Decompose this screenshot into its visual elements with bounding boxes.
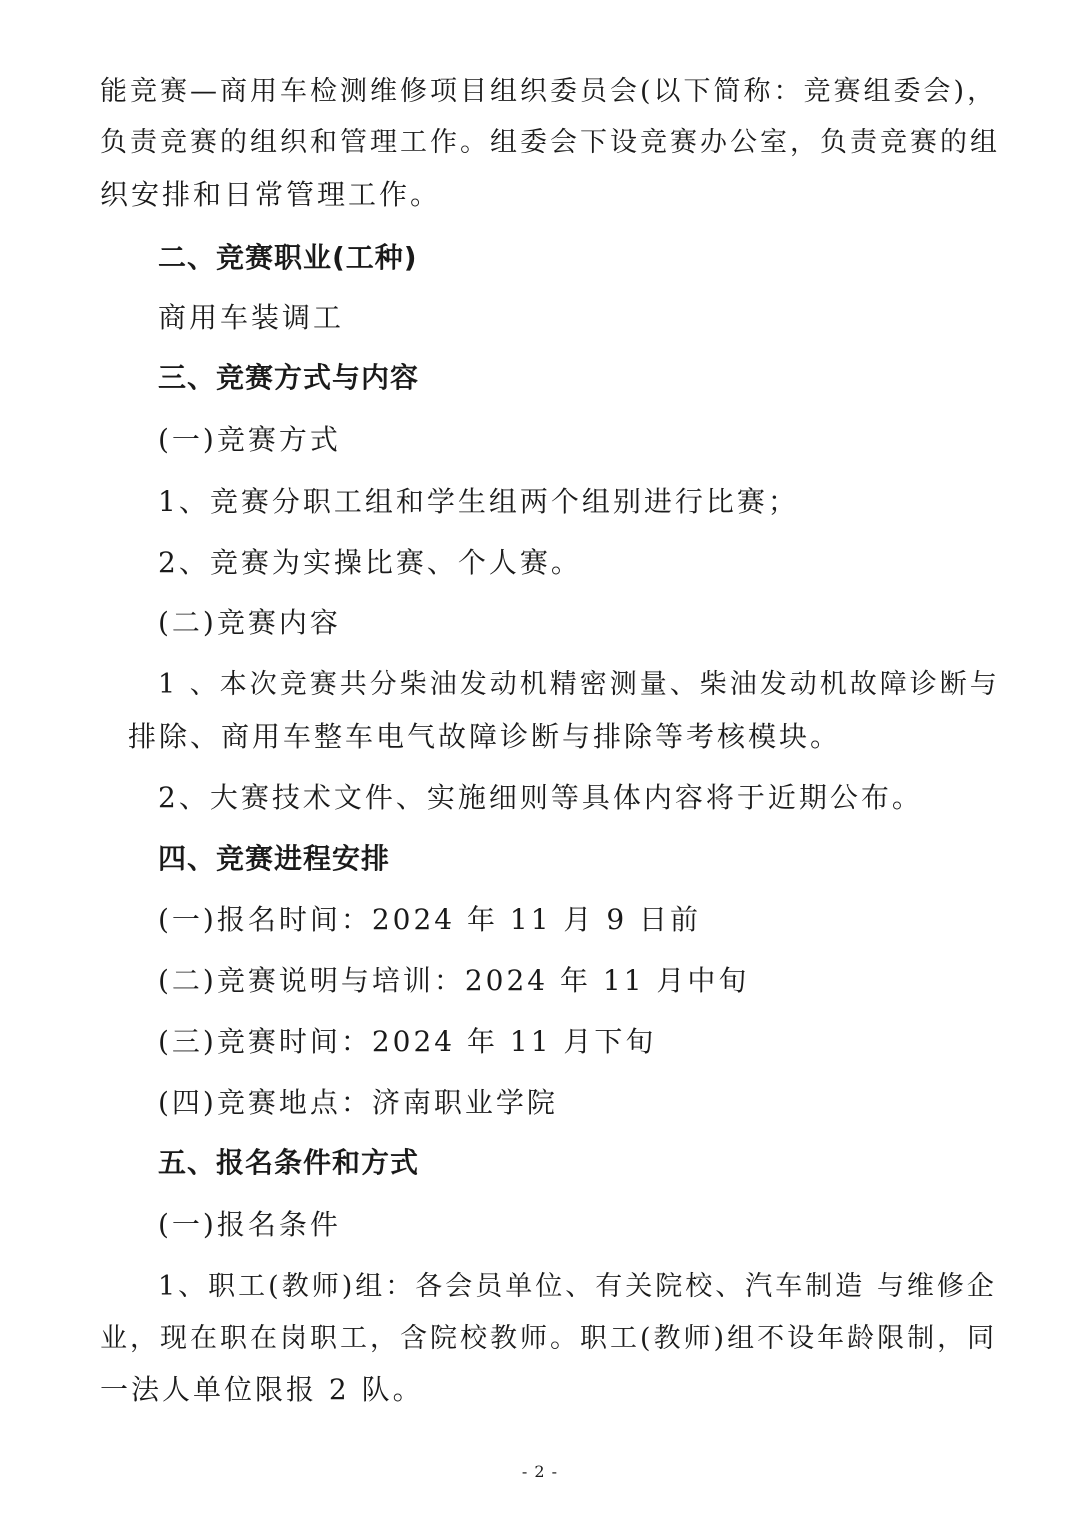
section-3-sub-1-item-1: 1、竞赛分职工组和学生组两个组别进行比赛； — [158, 485, 799, 518]
section-3-sub-1-item-2: 2、竞赛为实操比赛、个人赛。 — [158, 546, 582, 579]
section-5-item-1-line-2: 业，现在职在岗职工，含院校教师。职工(教师)组不设年龄限制，同 — [100, 1323, 998, 1354]
section-5-item-1-line-1: 1、职工(教师)组：各会员单位、有关院校、汽车制造 与维修企 — [158, 1271, 997, 1302]
section-3-sub-1: (一)竞赛方式 — [158, 423, 341, 456]
section-4-item-2: (二)竞赛说明与培训：2024 年 11 月中旬 — [158, 964, 750, 997]
section-4-item-3: (三)竞赛时间：2024 年 11 月下旬 — [158, 1025, 657, 1058]
section-4-item-4: (四)竞赛地点：济南职业学院 — [158, 1086, 558, 1119]
section-3-sub-2: (二)竞赛内容 — [158, 606, 341, 639]
page-number: - 2 - — [521, 1462, 559, 1481]
intro-line-1: 能竞赛—商用车检测维修项目组织委员会(以下简称：竞赛组委会)， — [100, 76, 998, 107]
section-2-content: 商用车装调工 — [158, 301, 345, 334]
section-4-item-1: (一)报名时间：2024 年 11 月 9 日前 — [158, 903, 702, 936]
section-2-heading: 二、竞赛职业(工种) — [158, 241, 418, 274]
section-5-item-1-line-3: 一法人单位限报 2 队。 — [100, 1373, 424, 1406]
section-5-heading: 五、报名条件和方式 — [158, 1146, 420, 1179]
section-4-heading: 四、竞赛进程安排 — [158, 842, 391, 875]
intro-line-2: 负责竞赛的组织和管理工作。组委会下设竞赛办公室，负责竞赛的组 — [100, 127, 1000, 158]
section-3-sub-2-item-1-line-1: 1 、本次竞赛共分柴油发动机精密测量、柴油发动机故障诊断与 — [158, 669, 1000, 700]
intro-line-3: 织安排和日常管理工作。 — [100, 178, 442, 211]
section-3-heading: 三、竞赛方式与内容 — [158, 361, 420, 394]
section-3-sub-2-item-1-line-2: 排除、商用车整车电气故障诊断与排除等考核模块。 — [128, 720, 842, 753]
section-3-sub-2-item-2: 2、大赛技术文件、实施细则等具体内容将于近期公布。 — [158, 781, 923, 814]
section-5-sub-1: (一)报名条件 — [158, 1208, 341, 1241]
